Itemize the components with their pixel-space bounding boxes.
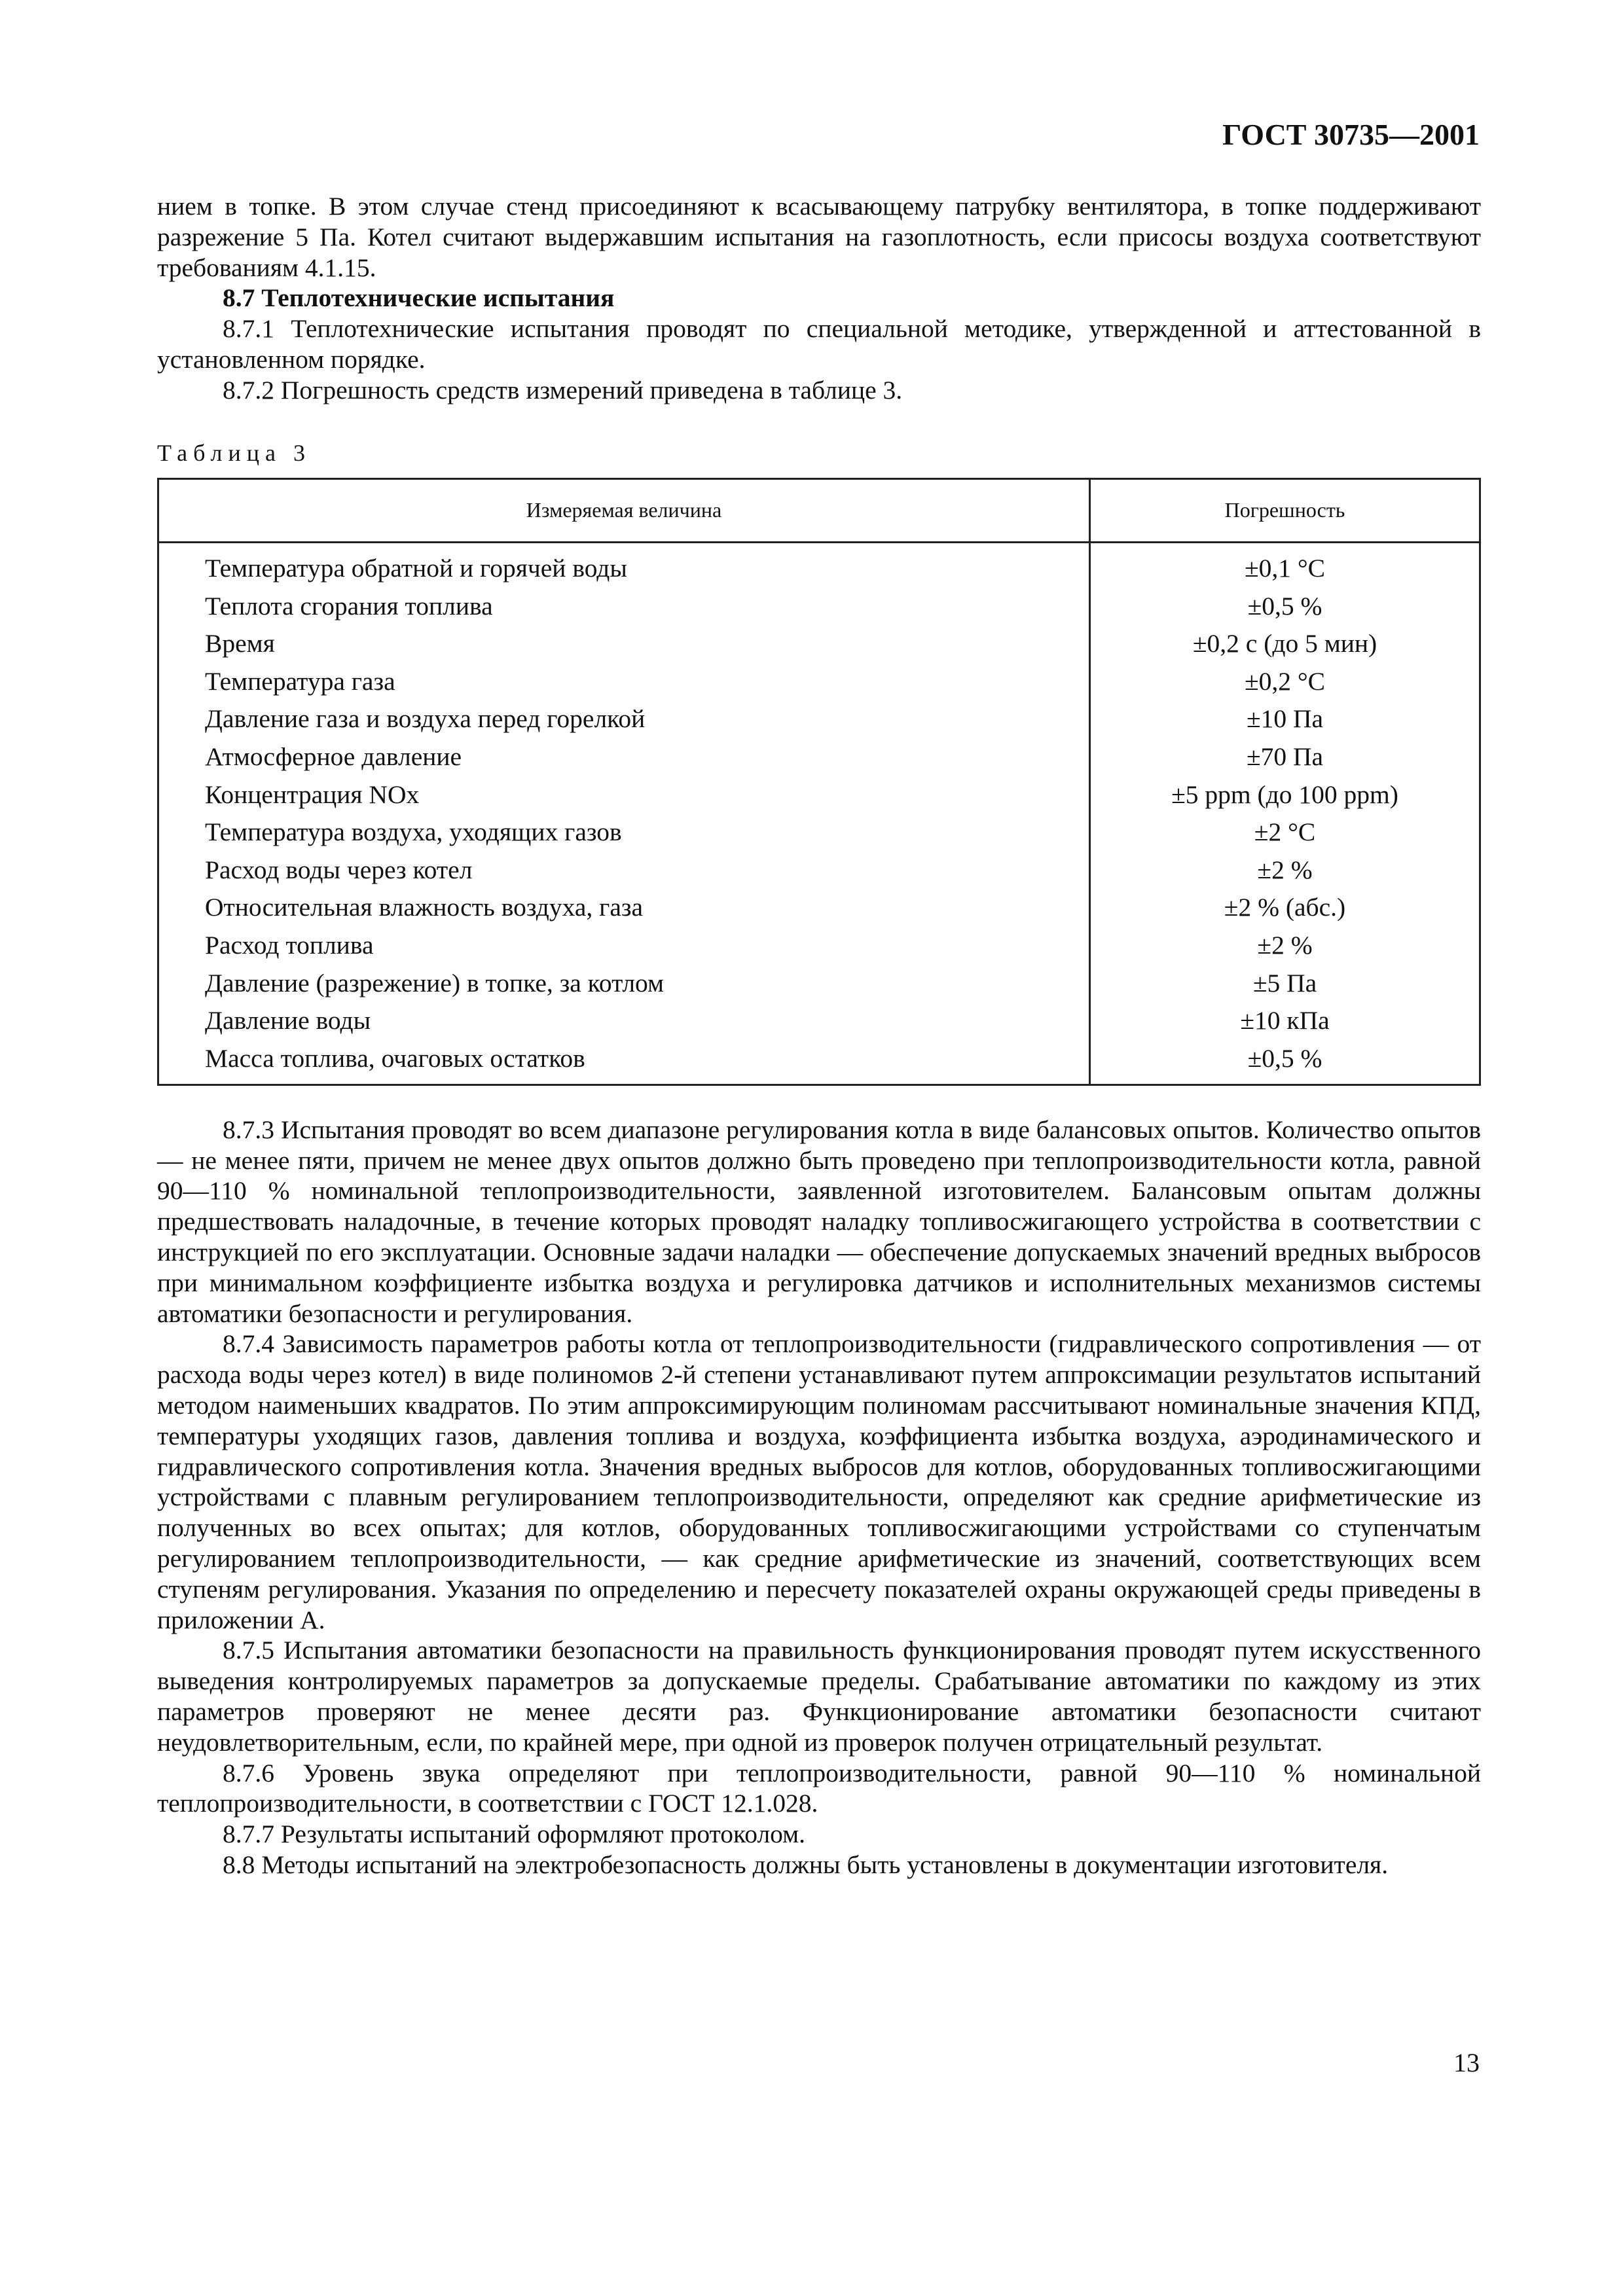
table-cell-quantity: Теплота сгорания топлива <box>158 587 1090 625</box>
table-cell-quantity: Масса топлива, очаговых остатков <box>158 1039 1090 1085</box>
table-row <box>158 927 1480 965</box>
table-row <box>158 700 1480 738</box>
paragraph-8-7-4: 8.7.4 Зависимость параметров работы котла от теплопроизводительности (гидравлического сопротивления — от расхода воды через котел) в виде полиномов 2-й степени устанавливают путем аппроксимации результатов испытаний методом наименьших квадратов. По этим аппроксимирующим полиномам рассчитывают номинальные значения КПД, температуры уходящих газов, давления топлива и воздуха, коэффициента избытка воздуха, аэродинамического и гидравлического сопротивления котла. Значения вредных выбросов для котлов, оборудованных топливосжигающими устройствами с плавным регулированием теплопроизводительности, определяют как средние арифметические из полученных во всех опытах; для котлов, оборудованных топливосжигающими устройствами со ступенчатым регулированием теплопроизводительности, — как средние арифметические из значений, соответствующих всем ступеням регулирования. Указания по определению и пересчету показателей охраны окружающей среды приведены в приложении А. <box>157 1329 1481 1634</box>
table-cell-error: ±5 Па <box>1252 968 1317 997</box>
table-cell-error: ±70 Па <box>1246 742 1324 771</box>
table-row <box>158 738 1480 776</box>
table-cell-quantity: Температура обратной и горячей воды <box>158 542 1090 587</box>
table-cell-error: ±0,1 °С <box>1244 553 1326 583</box>
paragraph-8-7-3: 8.7.3 Испытания проводят во всем диапазоне регулирования котла в виде балансовых опытов. Количество опытов — не менее пяти, причем не менее двух опытов должно быть проведено при теплопроизводительности котла, равной 90—110 % номинальной теплопроизводительности, заявленной изготовителем. Балансовым опытам должны предшествовать наладочные, в течение которых проводят наладку топливосжигающего устройства в соответствии с инструкцией по его эксплуатации. Основные задачи наладки — обеспечение допускаемых значений вредных выбросов при минимальном коэффициенте избытка воздуха и регулировка датчиков и исполнительных механизмов системы автоматики безопасности и регулирования. <box>157 1115 1481 1328</box>
table-cell-quantity: Расход воды через котел <box>158 851 1090 889</box>
paragraph-8-7-7: 8.7.7 Результаты испытаний оформляют протоколом. <box>223 1820 806 1849</box>
table-cell-error: ±10 Па <box>1246 704 1324 734</box>
table-row <box>158 964 1480 1002</box>
table-row <box>158 851 1480 889</box>
paragraph-8-7-1: 8.7.1 Теплотехнические испытания проводят по специальной методике, утвержденной и аттестованной в установленном порядке. <box>157 314 1481 374</box>
paragraph-8-7-5: 8.7.5 Испытания автоматики безопасности на правильность функционирования проводят путем искусственного выведения контролируемых параметров за допускаемые пределы. Срабатывание автоматики по каждому из этих параметров проверяют не менее десяти раз. Функционирование автоматики безопасности считают неудовлетворительным, если, по крайней мере, при одной из проверок получен отрицательный результат. <box>157 1636 1481 1757</box>
table-cell-quantity: Температура газа <box>158 662 1090 700</box>
page-number: 13 <box>1453 2048 1480 2077</box>
table-cell-quantity: Концентрация NOx <box>158 776 1090 814</box>
table-cell-error: ±0,2 °С <box>1244 666 1326 696</box>
table-cell-quantity: Атмосферное давление <box>158 738 1090 776</box>
table-cell-error: ±0,2 с (до 5 мин) <box>1192 629 1377 658</box>
table-row <box>158 662 1480 700</box>
table-cell-error: ±2 % (абс.) <box>1224 893 1346 922</box>
table-cell-quantity: Давление (разрежение) в топке, за котлом <box>158 964 1090 1002</box>
table-cell-error: ±2 % <box>1257 855 1313 884</box>
table-cell-error: ±0,5 % <box>1247 591 1322 620</box>
document-header: ГОСТ 30735—2001 <box>1222 118 1480 151</box>
table-cell-error: ±10 кПа <box>1240 1006 1330 1035</box>
table-cell-error: ±5 ppm (до 100 ppm) <box>1171 780 1398 809</box>
table-cell-quantity: Температура воздуха, уходящих газов <box>158 814 1090 852</box>
table-row <box>158 889 1480 927</box>
paragraph-continuation: нием в топке. В этом случае стенд присоединяют к всасывающему патрубку вентилятора, в топке поддерживают разрежение 5 Па. Котел считают выдержавшим испытания на газоплотность, если присосы воздуха соответствуют требованиям 4.1.15. <box>157 192 1481 282</box>
table-row <box>158 814 1480 852</box>
paragraph-8-7-6: 8.7.6 Уровень звука определяют при теплопроизводительности, равной 90—110 % номинальной теплопроизводительности, в соответствии с ГОСТ 12.1.028. <box>157 1758 1481 1818</box>
table-cell-quantity: Время <box>158 625 1090 663</box>
table-header-error: Погрешность <box>1090 478 1480 542</box>
table-row <box>158 542 1480 587</box>
table-header-row <box>158 478 1480 542</box>
table-row <box>158 625 1480 663</box>
table-cell-quantity: Давление газа и воздуха перед горелкой <box>158 700 1090 738</box>
table-row <box>158 587 1480 625</box>
table-cell-error: ±0,5 % <box>1247 1043 1322 1073</box>
table-row <box>158 776 1480 814</box>
section-heading-8-7: 8.7 Теплотехнические испытания <box>223 283 615 313</box>
table-cell-quantity: Давление воды <box>158 1002 1090 1040</box>
table-row <box>158 1002 1480 1040</box>
page-content <box>157 191 1481 1880</box>
table-cell-quantity: Относительная влажность воздуха, газа <box>158 889 1090 927</box>
table-row <box>158 1039 1480 1085</box>
table-cell-error: ±2 °С <box>1254 817 1316 847</box>
table-cell-quantity: Расход топлива <box>158 927 1090 965</box>
paragraph-8-8: 8.8 Методы испытаний на электробезопасность должны быть установлены в документации изготовителя. <box>223 1850 1389 1880</box>
measurement-error-table <box>157 478 1481 1086</box>
paragraph-8-7-2: 8.7.2 Погрешность средств измерений приведена в таблице 3. <box>223 375 903 404</box>
table-caption: Таблица 3 <box>157 439 311 466</box>
table-header-quantity: Измеряемая величина <box>158 478 1090 542</box>
table-cell-error: ±2 % <box>1257 930 1313 960</box>
